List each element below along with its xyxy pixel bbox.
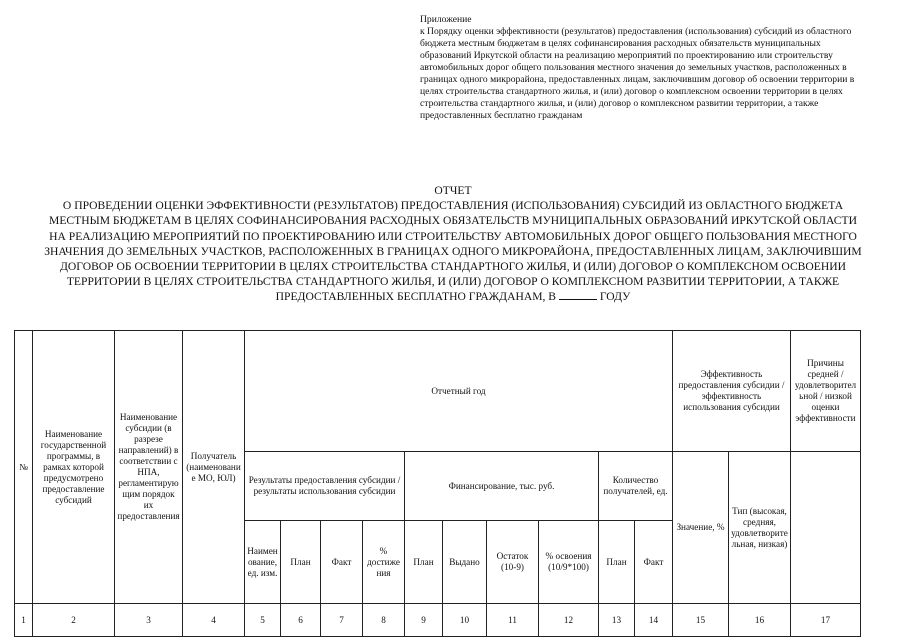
column-number: 9 xyxy=(405,604,443,637)
appendix-text: к Порядку оценки эффективности (результатов) предоставления (использования) субсидий из областного бюджета местным бюджетам в целях софинансирования расходных обязательств муниципальных образований Иркутской области на реализацию мероприятий по проектированию или строительству автомобильных дорог общего пользования местного значения до земельных участков, расположенных в границах одного микрорайона, предоставленных лицам, заключившим договор об освоении территории в целях строительства стандартного жилья, и (или) договор о комплексном освоении территории в целях строительства стандартного жилья, и (или) договор о комплексном развитии территории, а также предоставленных бесплатно гражданам xyxy=(420,26,855,121)
column-number: 15 xyxy=(673,604,729,637)
column-number: 11 xyxy=(487,604,539,637)
column-number: 1 xyxy=(15,604,33,637)
header-results: Результаты предоставления субсидии / результаты использования субсидии xyxy=(245,452,405,521)
header-value: Значение, % xyxy=(673,452,729,604)
header-achieve: % достижения xyxy=(363,521,405,604)
header-cnt-plan: План xyxy=(599,521,635,604)
column-number: 4 xyxy=(183,604,245,637)
column-number: 8 xyxy=(363,604,405,637)
column-number: 7 xyxy=(321,604,363,637)
report-heading xyxy=(40,183,866,305)
report-table xyxy=(14,330,861,637)
header-type: Тип (высокая, средняя, удовлетворительная, низкая) xyxy=(729,452,791,604)
column-number: 3 xyxy=(115,604,183,637)
header-mastery: % освоения (10/9*100) xyxy=(539,521,599,604)
report-title: ОТЧЕТ xyxy=(434,184,472,197)
header-reasons: Причины средней / удовлетворительной / низкой оценки эффективности xyxy=(791,331,861,452)
column-number-row xyxy=(15,604,861,637)
header-plan: План xyxy=(281,521,321,604)
column-number: 16 xyxy=(729,604,791,637)
column-number: 14 xyxy=(635,604,673,637)
header-num: № xyxy=(15,331,33,604)
header-fact: Факт xyxy=(321,521,363,604)
year-blank-line xyxy=(559,289,597,300)
header-recipients-count: Количество получателей, ед. xyxy=(599,452,673,521)
header-program: Наименование государственной программы, в рамках которой предусмотрено предоставление субсидий xyxy=(33,331,115,604)
column-number: 13 xyxy=(599,604,635,637)
header-financing: Финансирование, тыс. руб. xyxy=(405,452,599,521)
header-issued: Выдано xyxy=(443,521,487,604)
report-subtitle-block xyxy=(40,198,866,304)
report-year-suffix: ГОДУ xyxy=(599,290,631,304)
column-number: 12 xyxy=(539,604,599,637)
appendix-label: Приложение xyxy=(420,14,472,25)
column-number: 5 xyxy=(245,604,281,637)
header-fin-plan: План xyxy=(405,521,443,604)
column-number: 2 xyxy=(33,604,115,637)
header-subsidy: Наименование субсидии (в разрезе направлений) в соответствии с НПА, регламентирующим порядок их предоставления xyxy=(115,331,183,604)
header-recipient: Получатель (наименование МО, ЮЛ) xyxy=(183,331,245,604)
column-number: 17 xyxy=(791,604,861,637)
header-efficiency: Эффективность предоставления субсидии / эффективность использования субсидии xyxy=(673,331,791,452)
header-remainder: Остаток (10-9) xyxy=(487,521,539,604)
column-number: 6 xyxy=(281,604,321,637)
appendix-block xyxy=(420,14,860,122)
header-cnt-fact: Факт xyxy=(635,521,673,604)
header-report-year: Отчетный год xyxy=(245,331,673,452)
column-number: 10 xyxy=(443,604,487,637)
header-unit: Наименование, ед. изм. xyxy=(245,521,281,604)
report-subtitle: О ПРОВЕДЕНИИ ОЦЕНКИ ЭФФЕКТИВНОСТИ (РЕЗУЛЬТАТОВ) ПРЕДОСТАВЛЕНИЯ (ИСПОЛЬЗОВАНИЯ) СУБСИДИЙ ИЗ ОБЛАСТНОГО БЮДЖЕТА МЕСТНЫМ БЮДЖЕТАМ В ЦЕЛЯХ СОФИНАНСИРОВАНИЯ РАСХОДНЫХ ОБЯЗАТЕЛЬСТВ МУНИЦИПАЛЬНЫХ ОБРАЗОВАНИЙ ИРКУТСКОЙ ОБЛАСТИ НА РЕАЛИЗАЦИЮ МЕРОПРИЯТИЙ ПО ПРОЕКТИРОВАНИЮ ИЛИ СТРОИТЕЛЬСТВУ АВТОМОБИЛЬНЫХ ДОРОГ ОБЩЕГО ПОЛЬЗОВАНИЯ МЕСТНОГО ЗНАЧЕНИЯ ДО ЗЕМЕЛЬНЫХ УЧАСТКОВ, РАСПОЛОЖЕННЫХ В ГРАНИЦАХ ОДНОГО МИКРОРАЙОНА, ПРЕДОСТАВЛЕННЫХ ЛИЦАМ, ЗАКЛЮЧИВШИМ ДОГОВОР ОБ ОСВОЕНИИ ТЕРРИТОРИИ В ЦЕЛЯХ СТРОИТЕЛЬСТВА СТАНДАРТНОГО ЖИЛЬЯ, И (ИЛИ) ДОГОВОР О КОМПЛЕКСНОМ ОСВОЕНИИ ТЕРРИТОРИИ В ЦЕЛЯХ СТРОИТЕЛЬСТВА СТАНДАРТНОГО ЖИЛЬЯ, И (ИЛИ) ДОГОВОР О КОМПЛЕКСНОМ РАЗВИТИИ ТЕРРИТОРИИ, А ТАКЖЕ ПРЕДОСТАВЛЕННЫХ БЕСПЛАТНО ГРАЖДАНАМ, В xyxy=(44,199,862,304)
header-reasons-cont xyxy=(791,452,861,604)
